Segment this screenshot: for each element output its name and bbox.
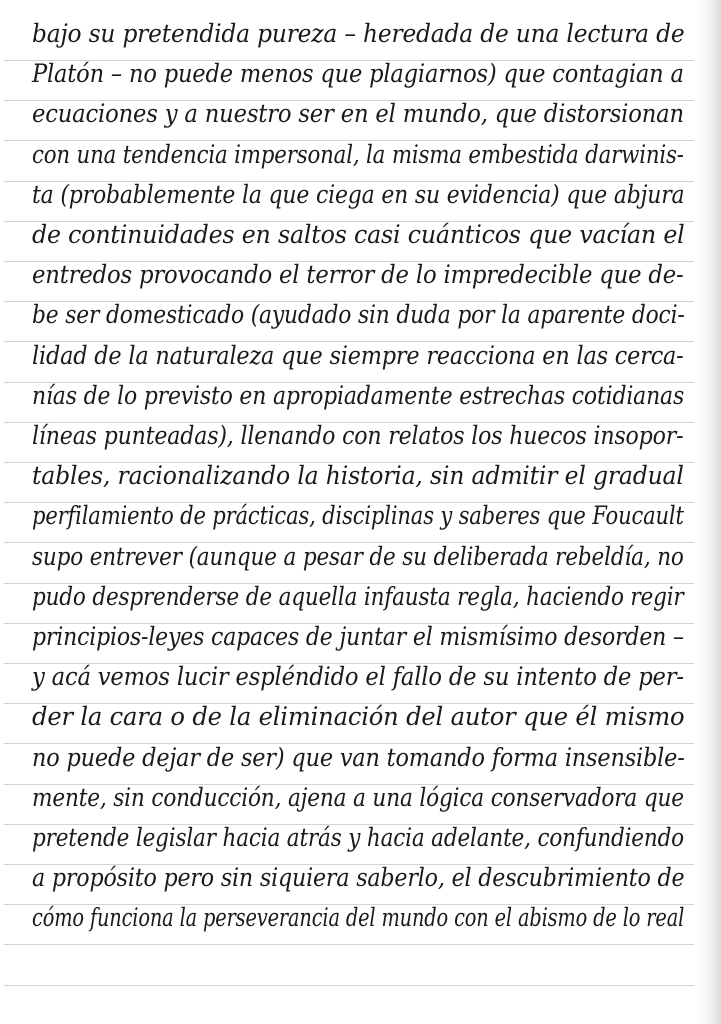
text-line: cómo funciona la perseverancia del mundo con el abismo de lo real [32,903,685,932]
text-line: pudo desprenderse de aquella infausta regla, haciendo regir [32,582,684,611]
text-line: a propósito pero sin siquiera saberlo, el descubrimiento de [32,863,685,892]
text-line: supo entrever (aunque a pesar de su deliberada rebeldía, no [32,542,684,571]
text-line: no puede dejar de ser) que van tomando forma insensible- [32,743,685,772]
text-line: líneas punteadas), llenando con relatos los huecos insopor- [32,421,684,450]
text-line: Platón – no puede menos que plagiarnos) que contagian a [32,59,684,88]
text-line: y acá vemos lucir espléndido el fallo de su intento de per- [32,662,684,691]
text-line: be ser domesticado (ayudado sin duda por la aparente doci- [32,300,685,329]
ruled-line [4,985,694,986]
text-line: nías de lo previsto en apropiadamente estrechas cotidianas [32,381,685,410]
text-line: entredos provocando el terror de lo impredecible que de- [32,260,684,289]
ruled-line [4,944,694,945]
text-line: perfilamiento de prácticas, disciplinas y saberes que Foucault [32,501,684,530]
text-line: lidad de la naturaleza que siempre reacciona en las cerca- [32,341,684,370]
text-line: ecuaciones y a nuestro ser en el mundo, que distorsionan [32,99,684,128]
text-line: ta (probablemente la que ciega en su evidencia) que abjura [32,180,685,209]
text-line: de continuidades en saltos casi cuánticos que vacían el [32,220,685,249]
text-line: tables, racionalizando la historia, sin admitir el gradual [32,461,684,490]
text-line: principios-leyes capaces de juntar el mismísimo desorden – [32,622,684,651]
page-edge-shadow [697,0,721,1024]
text-line: bajo su pretendida pureza – heredada de una lectura de [32,19,685,48]
text-line: pretende legislar hacia atrás y hacia adelante, confundiendo [32,823,684,852]
text-line: der la cara o de la eliminación del autor que él mismo [32,702,685,731]
text-line: mente, sin conducción, ajena a una lógica conservadora que [32,783,684,812]
text-line: con una tendencia impersonal, la misma embestida darwinis- [32,140,684,169]
